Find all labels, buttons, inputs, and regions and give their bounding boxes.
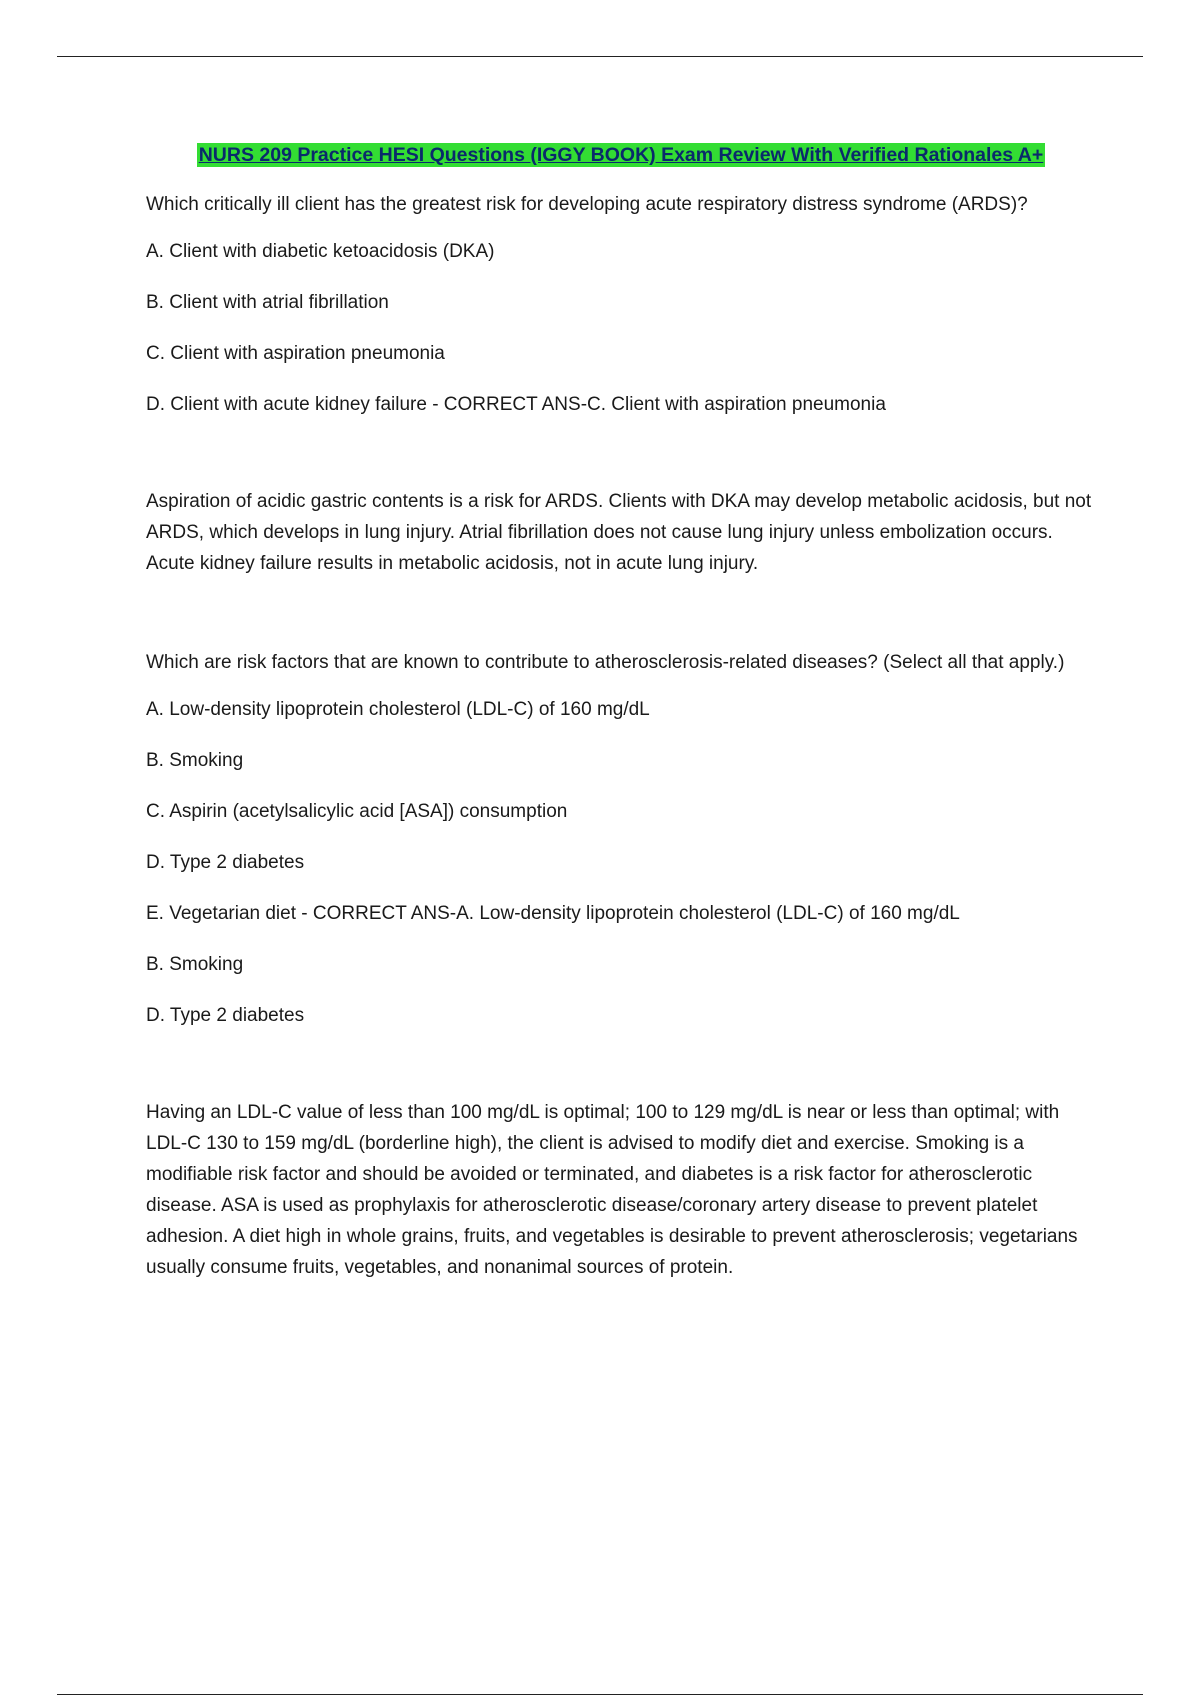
document-title-text: NURS 209 Practice HESI Questions (IGGY BOOK) Exam Review With Verified Rationales A+ [198,144,1044,166]
answer-option-with-correct-answer: E. Vegetarian diet - CORRECT ANS-A. Low-density lipoprotein cholesterol (LDL-C) of 160 mg/dL [146,903,960,924]
answer-option: A. Client with diabetic ketoacidosis (DKA) [146,241,495,262]
bottom-rule [57,1694,1143,1695]
correct-answer-continuation: D. Type 2 diabetes [146,1005,305,1026]
answer-option: B. Client with atrial fibrillation [146,292,389,313]
answer-option: C. Aspirin (acetylsalicylic acid [ASA]) consumption [146,801,568,822]
answer-option: D. Type 2 diabetes [146,852,305,873]
document-title [146,140,1096,171]
question-text: Which critically ill client has the greatest risk for developing acute respiratory distress syndrome (ARDS)? [146,194,1028,215]
answer-option: A. Low-density lipoprotein cholesterol (LDL-C) of 160 mg/dL [146,699,650,720]
question-text: Which are risk factors that are known to contribute to atherosclerosis-related diseases? (Select all that apply.) [146,652,1065,673]
answer-option-with-correct-answer: D. Client with acute kidney failure - CORRECT ANS-C. Client with aspiration pneumonia [146,394,886,415]
top-rule [57,56,1143,57]
rationale-text: Aspiration of acidic gastric contents is a risk for ARDS. Clients with DKA may develop metabolic acidosis, but not ARDS, which develops in lung injury. Atrial fibrillation does not cause lung injury unless embolization occurs. Acute kidney failure results in metabolic acidosis, not in acute lung injury. [146,491,1092,574]
question-block-2 [146,647,1096,1283]
question-block-1 [146,189,1096,579]
answer-option: B. Smoking [146,750,244,771]
correct-answer-continuation: B. Smoking [146,954,244,975]
rationale-text: Having an LDL-C value of less than 100 mg/dL is optimal; 100 to 129 mg/dL is near or less than optimal; with LDL-C 130 to 159 mg/dL (borderline high), the client is advised to modify diet and exercise. Smoking is a modifiable risk factor and should be avoided or terminated, and diabetes is a risk factor for atherosclerotic disease. ASA is used as prophylaxis for atherosclerotic disease/coronary artery disease to prevent platelet adhesion. A diet high in whole grains, fruits, and vegetables is desirable to prevent atherosclerosis; vegetarians usually consume fruits, vegetables, and nonanimal sources of protein. [146,1102,1078,1278]
document-body [146,140,1096,1283]
answer-option: C. Client with aspiration pneumonia [146,343,445,364]
